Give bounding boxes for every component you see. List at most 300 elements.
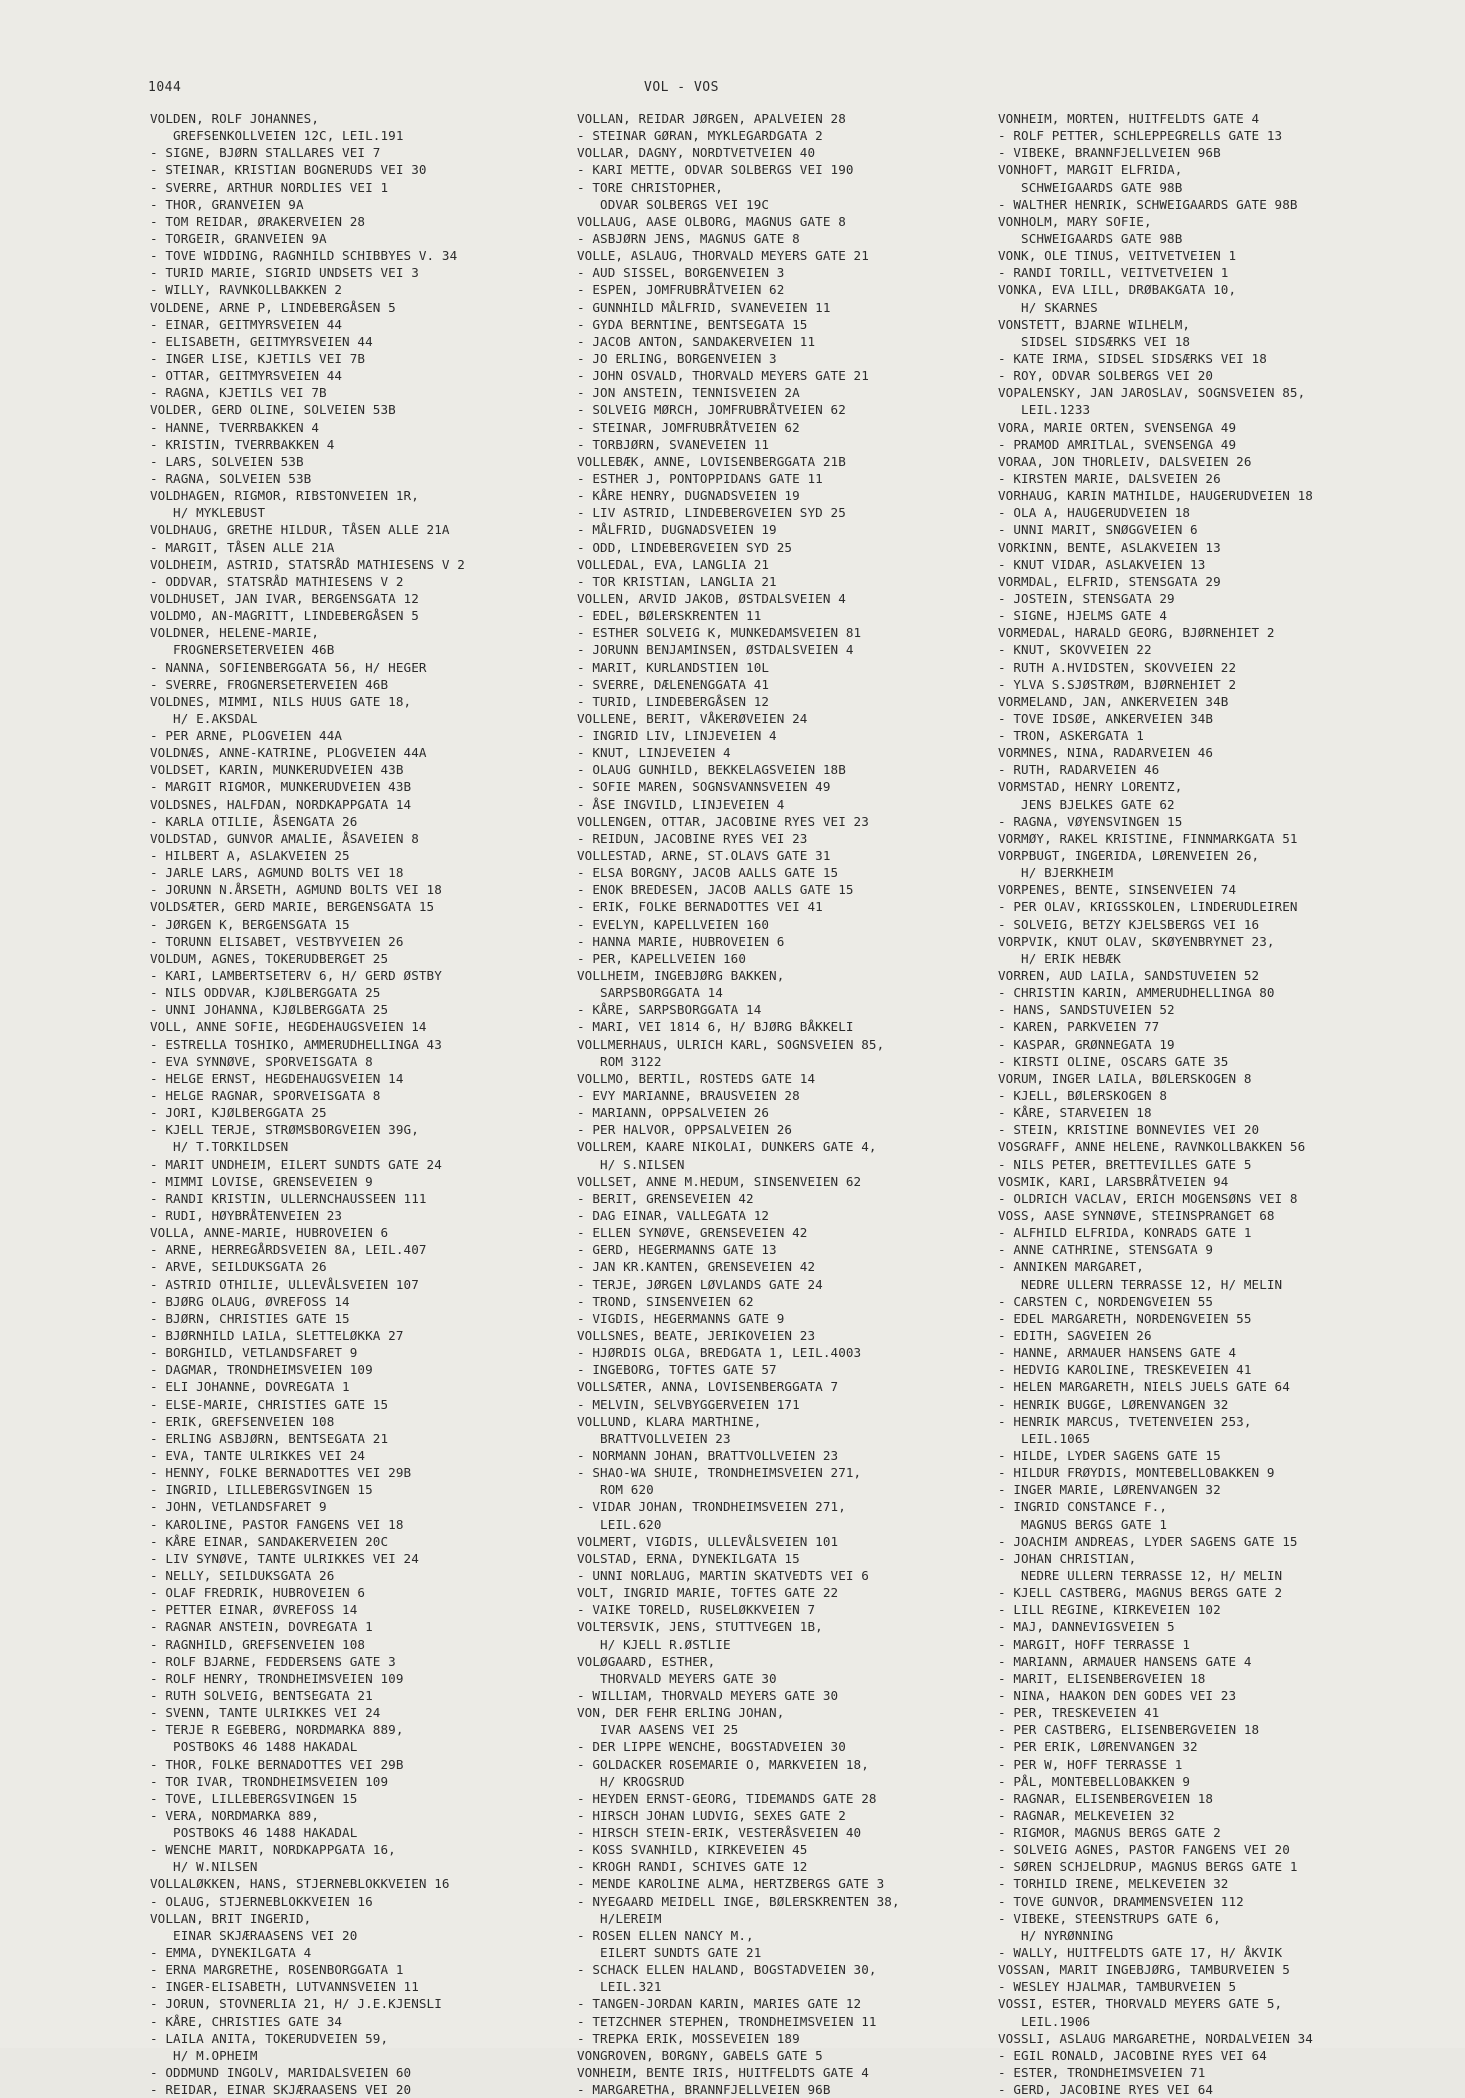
directory-entry-line: - TORGEIR, GRANVEIEN 9A [150,230,327,246]
directory-entry-line: - NINA, HAAKON DEN GODES VEI 23 [998,1687,1237,1703]
directory-entry-line: - PRAMOD AMRITLAL, SVENSENGA 49 [998,436,1237,452]
directory-entry-line: - CHRISTIN KARIN, AMMERUDHELLINGA 80 [998,985,1275,1001]
directory-entry-line: VORMELAND, JAN, ANKERVEIEN 34B [998,693,1229,709]
directory-entry-line: - TRON, ASKERGATA 1 [998,728,1144,744]
directory-entry-line: - INGEBORG, TOFTES GATE 57 [577,1362,777,1378]
directory-entry-line: - GUNNHILD MÅLFRID, SVANEVEIEN 11 [577,299,831,315]
directory-entry-line: - PER, TRESKEVEIEN 41 [998,1705,1160,1721]
directory-entry-line: VOLLENGEN, OTTAR, JACOBINE RYES VEI 23 [577,813,869,829]
directory-entry-line: - NANNA, SOFIENBERGGATA 56, H/ HEGER [150,659,427,675]
directory-entry-line: - REIDUN, JACOBINE RYES VEI 23 [577,830,808,846]
directory-entry-line: - PETTER EINAR, ØVREFOSS 14 [150,1602,358,1618]
directory-entry-line: JENS BJELKES GATE 62 [998,796,1175,812]
directory-entry-line: LEIL.620 [577,1516,662,1532]
directory-entry-line: - HANNE, TVERRBAKKEN 4 [150,419,320,435]
directory-entry-line: - HENRIK MARCUS, TVETENVEIEN 253, [998,1413,1252,1429]
directory-entry-line: H/ S.NILSEN [577,1156,685,1172]
directory-entry-line: - KRISTIN, TVERRBAKKEN 4 [150,436,335,452]
directory-entry-line: - ELSE-MARIE, CHRISTIES GATE 15 [150,1396,389,1412]
directory-entry-line: - INGER-ELISABETH, LUTVANNSVEIEN 11 [150,1979,419,1995]
directory-entry-line: - HIRSCH STEIN-ERIK, VESTERÅSVEIEN 40 [577,1825,862,1841]
directory-entry-line: H/ NYRØNNING [998,1927,1114,1943]
directory-entry-line: VORPVIK, KNUT OLAV, SKØYENBRYNET 23, [998,933,1275,949]
directory-column-1 [150,110,560,2098]
directory-entry-line: NEDRE ULLERN TERRASSE 12, H/ MELIN [998,1276,1283,1292]
directory-entry-line: - BJØRNHILD LAILA, SLETTELØKKA 27 [150,1327,404,1343]
directory-entry-line: - EINAR, GEITMYRSVEIEN 44 [150,316,343,332]
directory-entry-line: - RAGNA, VØYENSVINGEN 15 [998,813,1183,829]
directory-entry-line: - WALTHER HENRIK, SCHWEIGAARDS GATE 98B [998,196,1298,212]
directory-entry-line: - GOLDACKER ROSEMARIE O, MARKVEIEN 18, [577,1756,869,1772]
directory-entry-line: VOLDSTAD, GUNVOR AMALIE, ÅSAVEIEN 8 [150,830,419,846]
directory-entry-line: - OLAUG, STJERNEBLOKKVEIEN 16 [150,1893,373,1909]
directory-entry-line: - BERIT, GRENSEVEIEN 42 [577,1190,754,1206]
directory-entry-line: - CARSTEN C, NORDENGVEIEN 55 [998,1293,1214,1309]
directory-entry-line: VORKINN, BENTE, ASLAKVEIEN 13 [998,539,1221,555]
directory-entry-line: - ERIK, GREFSENVEIEN 108 [150,1413,335,1429]
directory-entry-line: VOLLAN, BRIT INGERID, [150,1910,312,1926]
directory-entry-line: - SØREN SCHJELDRUP, MAGNUS BERGS GATE 1 [998,1859,1298,1875]
directory-entry-line: - SHAO-WA SHUIE, TRONDHEIMSVEIEN 271, [577,1465,862,1481]
directory-entry-line: - ERNA MARGRETHE, ROSENBORGGATA 1 [150,1962,404,1978]
directory-entry-line: - SIGNE, BJØRN STALLARES VEI 7 [150,145,381,161]
directory-entry-line: - ANNE CATHRINE, STENSGATA 9 [998,1242,1214,1258]
directory-entry-line: - ARVE, SEILDUKSGATA 26 [150,1259,327,1275]
directory-entry-line: - LIV ASTRID, LINDEBERGVEIEN SYD 25 [577,505,846,521]
directory-entry-line: - KNUT VIDAR, ASLAKVEIEN 13 [998,556,1206,572]
directory-entry-line: LEIL.321 [577,1979,662,1995]
directory-entry-line: - VIBEKE, BRANNFJELLVEIEN 96B [998,145,1221,161]
directory-entry-line: - EDEL, BØLERSKRENTEN 11 [577,608,762,624]
directory-entry-line: LEIL.1065 [998,1430,1091,1446]
directory-entry-line: - TURID MARIE, SIGRID UNDSETS VEI 3 [150,265,419,281]
directory-entry-line: VOLLESTAD, ARNE, ST.OLAVS GATE 31 [577,848,831,864]
directory-entry-line: - RAGNAR, ELISENBERGVEIEN 18 [998,1790,1214,1806]
directory-entry-line: - MARGIT, TÅSEN ALLE 21A [150,539,335,555]
directory-entry-line: - ANNIKEN MARGARET, [998,1259,1144,1275]
directory-entry-line: - PER W, HOFF TERRASSE 1 [998,1756,1183,1772]
directory-entry-line: - WESLEY HJALMAR, TAMBURVEIEN 5 [998,1979,1237,1995]
directory-entry-line: H/LEREIM [577,1910,662,1926]
directory-entry-line: VOLDSÆTER, GERD MARIE, BERGENSGATA 15 [150,899,435,915]
directory-entry-line: - BJØRG OLAUG, ØVREFOSS 14 [150,1293,350,1309]
directory-entry-line: VONGROVEN, BORGNY, GABELS GATE 5 [577,2047,823,2063]
directory-entry-line: - KJELL TERJE, STRØMSBORGVEIEN 39G, [150,1122,419,1138]
directory-entry-line: VONK, OLE TINUS, VEITVETVEIEN 1 [998,248,1237,264]
directory-entry-line: - ASBJØRN JENS, MAGNUS GATE 8 [577,230,800,246]
directory-entry-line: SCHWEIGAARDS GATE 98B [998,179,1183,195]
directory-entry-line: ODVAR SOLBERGS VEI 19C [577,196,770,212]
directory-entry-line: VOLLSNES, BEATE, JERIKOVEIEN 23 [577,1327,816,1343]
directory-entry-line: - MARIT, KURLANDSTIEN 10L [577,659,770,675]
directory-entry-line: - MAJ, DANNEVIGSVEIEN 5 [998,1619,1175,1635]
directory-entry-line: VOLLHEIM, INGEBJØRG BAKKEN, [577,968,785,984]
directory-entry-line: - MARGARETHA, BRANNFJELLVEIEN 96B [577,2082,831,2098]
directory-entry-line: - RIGMOR, MAGNUS BERGS GATE 2 [998,1825,1221,1841]
directory-entry-line: - LIV SYNØVE, TANTE ULRIKKES VEI 24 [150,1550,419,1566]
directory-entry-line: VOLLALØKKEN, HANS, STJERNEBLOKKVEIEN 16 [150,1876,450,1892]
directory-entry-line: EINAR SKJÆRAASENS VEI 20 [150,1927,358,1943]
directory-entry-line: - KJELL, BØLERSKOGEN 8 [998,1088,1168,1104]
directory-entry-line: VORPENES, BENTE, SINSENVEIEN 74 [998,882,1237,898]
directory-entry-line: - ROLF HENRY, TRONDHEIMSVEIEN 109 [150,1670,404,1686]
directory-entry-line: - NORMANN JOHAN, BRATTVOLLVEIEN 23 [577,1447,839,1463]
directory-entry-line: - MENDE KAROLINE ALMA, HERTZBERGS GATE 3 [577,1876,885,1892]
directory-entry-line: VOLL, ANNE SOFIE, HEGDEHAUGSVEIEN 14 [150,1019,427,1035]
directory-entry-line: - TURID, LINDEBERGÅSEN 12 [577,693,770,709]
directory-entry-line: - VAIKE TORELD, RUSELØKKVEIEN 7 [577,1602,816,1618]
directory-entry-line: VORA, MARIE ORTEN, SVENSENGA 49 [998,419,1237,435]
directory-entry-line: - RANDI TORILL, VEITVETVEIEN 1 [998,265,1229,281]
directory-entry-line: - TREPKA ERIK, MOSSEVEIEN 189 [577,2030,800,2046]
directory-entry-line: VORMØY, RAKEL KRISTINE, FINNMARKGATA 51 [998,830,1298,846]
directory-entry-line: VORPBUGT, INGERIDA, LØRENVEIEN 26, [998,848,1260,864]
directory-entry-line: - ELISABETH, GEITMYRSVEIEN 44 [150,333,373,349]
directory-entry-line: VOLDSNES, HALFDAN, NORDKAPPGATA 14 [150,796,412,812]
directory-entry-line: - HILDUR FRØYDIS, MONTEBELLOBAKKEN 9 [998,1465,1275,1481]
directory-entry-line: - TOVE IDSØE, ANKERVEIEN 34B [998,710,1214,726]
directory-entry-line: POSTBOKS 46 1488 HAKADAL [150,1825,358,1841]
directory-entry-line: VORMDAL, ELFRID, STENSGATA 29 [998,573,1221,589]
directory-entry-line: - HEDVIG KAROLINE, TRESKEVEIEN 41 [998,1362,1252,1378]
directory-entry-line: - EVY MARIANNE, BRAUSVEIEN 28 [577,1088,800,1104]
directory-entry-line: - KARLA OTILIE, ÅSENGATA 26 [150,813,358,829]
directory-entry-line: SIDSEL SIDSÆRKS VEI 18 [998,333,1191,349]
directory-entry-line: - KÅRE EINAR, SANDAKERVEIEN 20C [150,1533,389,1549]
directory-entry-line: VOLLMERHAUS, ULRICH KARL, SOGNSVEIEN 85, [577,1036,885,1052]
directory-entry-line: VOLLAUG, AASE OLBORG, MAGNUS GATE 8 [577,213,846,229]
directory-entry-line: H/ M.OPHEIM [150,2047,258,2063]
directory-entry-line: - KÅRE, CHRISTIES GATE 34 [150,2013,343,2029]
directory-entry-line: - NELLY, SEILDUKSGATA 26 [150,1567,335,1583]
directory-entry-line: VOLLAR, DAGNY, NORDTVETVEIEN 40 [577,145,816,161]
directory-entry-line: VORMEDAL, HARALD GEORG, BJØRNEHIET 2 [998,625,1275,641]
directory-entry-line: - SOFIE MAREN, SOGNSVANNSVEIEN 49 [577,779,831,795]
directory-entry-line: - RAGNAR, MELKEVEIEN 32 [998,1807,1175,1823]
directory-entry-line: - JORUNN BENJAMINSEN, ØSTDALSVEIEN 4 [577,642,854,658]
directory-entry-line: - YLVA S.SJØSTRØM, BJØRNEHIET 2 [998,676,1237,692]
directory-entry-line: - DAG EINAR, VALLEGATA 12 [577,1208,770,1223]
directory-entry-line: VOLDHUSET, JAN IVAR, BERGENSGATA 12 [150,590,419,606]
directory-entry-line: - GYDA BERNTINE, BENTSEGATA 15 [577,316,808,332]
directory-entry-line: - JORI, KJØLBERGGATA 25 [150,1105,327,1121]
directory-entry-line: - JON ANSTEIN, TENNISVEIEN 2A [577,385,800,401]
directory-entry-line: - INGRID, LILLEBERGSVINGEN 15 [150,1482,373,1498]
directory-entry-line: FROGNERSETERVEIEN 46B [150,642,335,658]
directory-entry-line: - RAGNA, KJETILS VEI 7B [150,385,327,401]
directory-entry-line: - SOLVEIG, BETZY KJELSBERGS VEI 16 [998,916,1260,932]
directory-entry-line: ROM 3122 [577,1053,662,1069]
directory-entry-line: - TORUNN ELISABET, VESTBYVEIEN 26 [150,933,404,949]
directory-entry-line: VONHEIM, MORTEN, HUITFELDTS GATE 4 [998,111,1260,126]
directory-entry-line: VOLLMO, BERTIL, ROSTEDS GATE 14 [577,1070,816,1086]
directory-entry-line: - SVENN, TANTE ULRIKKES VEI 24 [150,1705,381,1721]
directory-entry-line: VOLØGAARD, ESTHER, [577,1653,716,1669]
directory-entry-line: - EDEL MARGARETH, NORDENGVEIEN 55 [998,1310,1252,1326]
directory-entry-line: - HENRIK BUGGE, LØRENVANGEN 32 [998,1396,1229,1412]
directory-entry-line: - ESTER, TRONDHEIMSVEIEN 71 [998,2065,1206,2081]
directory-entry-line: - MÅLFRID, DUGNADSVEIEN 19 [577,522,777,538]
directory-entry-line: - TETZCHNER STEPHEN, TRONDHEIMSVEIEN 11 [577,2013,877,2029]
directory-entry-line: H/ T.TORKILDSEN [150,1139,289,1155]
directory-entry-line: VORUM, INGER LAILA, BØLERSKOGEN 8 [998,1070,1252,1086]
directory-entry-line: - KARI, LAMBERTSETERV 6, H/ GERD ØSTBY [150,968,442,984]
directory-entry-line: VOLMERT, VIGDIS, ULLEVÅLSVEIEN 101 [577,1533,839,1549]
directory-entry-line: - ÅSE INGVILD, LINJEVEIEN 4 [577,796,785,812]
directory-entry-line: VOLDHEIM, ASTRID, STATSRÅD MATHIESENS V 2 [150,556,465,572]
directory-entry-line: - TOR IVAR, TRONDHEIMSVEIEN 109 [150,1773,389,1789]
directory-entry-line: - KÅRE HENRY, DUGNADSVEIEN 19 [577,488,800,504]
directory-entry-line: - OLDRICH VACLAV, ERICH MOGENSØNS VEI 8 [998,1190,1298,1206]
directory-entry-line: - STEINAR GØRAN, MYKLEGARDGATA 2 [577,128,823,144]
directory-entry-line: - PER HALVOR, OPPSALVEIEN 26 [577,1122,793,1138]
directory-entry-line: VOLDENE, ARNE P, LINDEBERGÅSEN 5 [150,299,396,315]
directory-entry-line: - ODD, LINDEBERGVEIEN SYD 25 [577,539,793,555]
directory-entry-line: VOLDNÆS, ANNE-KATRINE, PLOGVEIEN 44A [150,745,427,761]
directory-entry-line: - KNUT, SKOVVEIEN 22 [998,642,1152,658]
directory-entry-line: - LARS, SOLVEIEN 53B [150,453,304,469]
directory-entry-line: VOLDHAGEN, RIGMOR, RIBSTONVEIEN 1R, [150,488,419,504]
directory-entry-line: - ELLEN SYNØVE, GRENSEVEIEN 42 [577,1225,808,1241]
directory-entry-line: - ROLF PETTER, SCHLEPPEGRELLS GATE 13 [998,128,1283,144]
directory-entry-line: VOLLEBÆK, ANNE, LOVISENBERGGATA 21B [577,453,846,469]
directory-entry-line: VOSS, AASE SYNNØVE, STEINSPRANGET 68 [998,1208,1275,1223]
directory-entry-line: - HIRSCH JOHAN LUDVIG, SEXES GATE 2 [577,1807,846,1823]
running-head: VOL - VOS [644,80,719,95]
directory-entry-line: - INGRID LIV, LINJEVEIEN 4 [577,728,777,744]
directory-entry-line: - JOHAN CHRISTIAN, [998,1550,1137,1566]
directory-entry-line: VOLTERSVIK, JENS, STUTTVEGEN 1B, [577,1619,823,1635]
directory-entry-line: - TROND, SINSENVEIEN 62 [577,1293,754,1309]
directory-entry-line: H/ W.NILSEN [150,1859,258,1875]
directory-entry-line: - SIGNE, HJELMS GATE 4 [998,608,1168,624]
directory-entry-line: - OLAF FREDRIK, HUBROVEIEN 6 [150,1585,366,1601]
directory-entry-line: VOLLREM, KAARE NIKOLAI, DUNKERS GATE 4, [577,1139,877,1155]
directory-entry-line: - HILBERT A, ASLAKVEIEN 25 [150,848,350,864]
directory-entry-line: VOLSTAD, ERNA, DYNEKILGATA 15 [577,1550,800,1566]
directory-entry-line: - JOSTEIN, STENSGATA 29 [998,590,1175,606]
directory-entry-line: - SOLVEIG MØRCH, JOMFRUBRÅTVEIEN 62 [577,402,846,418]
directory-entry-line: VONHEIM, BENTE IRIS, HUITFELDTS GATE 4 [577,2065,869,2081]
directory-entry-line: - ROY, ODVAR SOLBERGS VEI 20 [998,368,1214,384]
directory-entry-line: - MELVIN, SELVBYGGERVEIEN 171 [577,1396,800,1412]
directory-entry-line: - ASTRID OTHILIE, ULLEVÅLSVEIEN 107 [150,1276,419,1292]
directory-entry-line: - SVERRE, FROGNERSETERVEIEN 46B [150,676,389,692]
directory-entry-line: - EVA SYNNØVE, SPORVEISGATA 8 [150,1053,373,1069]
directory-entry-line: - KÅRE, STARVEIEN 18 [998,1105,1152,1121]
directory-entry-line: - HJØRDIS OLGA, BREDGATA 1, LEIL.4003 [577,1345,862,1361]
directory-entry-line: - TOVE GUNVOR, DRAMMENSVEIEN 112 [998,1893,1244,1909]
directory-entry-line: - SVERRE, DÆLENENGGATA 41 [577,676,770,692]
directory-entry-line: - MIMMI LOVISE, GRENSEVEIEN 9 [150,1173,373,1189]
directory-entry-line: - MARIT, ELISENBERGVEIEN 18 [998,1670,1206,1686]
directory-entry-line: VORREN, AUD LAILA, SANDSTUVEIEN 52 [998,968,1260,984]
directory-entry-line: - KAREN, PARKVEIEN 77 [998,1019,1160,1035]
directory-entry-line: - UNNI MARIT, SNØGGVEIEN 6 [998,522,1198,538]
directory-entry-line: H/ ERIK HEBÆK [998,950,1121,966]
directory-entry-line: - HENNY, FOLKE BERNADOTTES VEI 29B [150,1465,412,1481]
directory-entry-line: VOPALENSKY, JAN JAROSLAV, SOGNSVEIEN 85, [998,385,1306,401]
directory-entry-line: - ELSA BORGNY, JACOB AALLS GATE 15 [577,865,839,881]
directory-entry-line: VOLDNER, HELENE-MARIE, [150,625,320,641]
directory-entry-line: H/ BJERKHEIM [998,865,1114,881]
directory-entry-line: NEDRE ULLERN TERRASSE 12, H/ MELIN [998,1567,1283,1583]
directory-entry-line: - PER ERIK, LØRENVANGEN 32 [998,1739,1198,1755]
directory-entry-line: - OLA A, HAUGERUDVEIEN 18 [998,505,1191,521]
directory-entry-line: VOLLSÆTER, ANNA, LOVISENBERGGATA 7 [577,1379,839,1395]
directory-entry-line: - TOR KRISTIAN, LANGLIA 21 [577,573,777,589]
directory-entry-line: VOLDMO, AN-MAGRITT, LINDEBERGÅSEN 5 [150,608,419,624]
directory-entry-line: - KÅRE, SARPSBORGGATA 14 [577,1002,762,1018]
directory-entry-line: - KJELL CASTBERG, MAGNUS BERGS GATE 2 [998,1585,1283,1601]
directory-entry-line: VOSSAN, MARIT INGEBJØRG, TAMBURVEIEN 5 [998,1962,1290,1978]
directory-entry-line: - HELGE RAGNAR, SPORVEISGATA 8 [150,1088,381,1104]
directory-entry-line: - HANS, SANDSTUVEIEN 52 [998,1002,1175,1018]
directory-entry-line: - TORE CHRISTOPHER, [577,179,723,195]
directory-entry-line: VONHOLM, MARY SOFIE, [998,213,1152,229]
directory-entry-line: VOSMIK, KARI, LARSBRÅTVEIEN 94 [998,1173,1229,1189]
directory-entry-line: VOLLEN, ARVID JAKOB, ØSTDALSVEIEN 4 [577,590,846,606]
directory-entry-line: - KATE IRMA, SIDSEL SIDSÆRKS VEI 18 [998,350,1267,366]
directory-entry-line: - JOHN, VETLANDSFARET 9 [150,1499,327,1515]
directory-entry-line: - ARNE, HERREGÅRDSVEIEN 8A, LEIL.407 [150,1242,427,1258]
directory-entry-line: - KIRSTEN MARIE, DALSVEIEN 26 [998,470,1221,486]
directory-entry-line: - EVELYN, KAPELLVEIEN 160 [577,916,770,932]
directory-entry-line: - RAGNA, SOLVEIEN 53B [150,470,312,486]
directory-entry-line: VOLDER, GERD OLINE, SOLVEIEN 53B [150,402,396,418]
directory-entry-line: - ESTRELLA TOSHIKO, AMMERUDHELLINGA 43 [150,1036,442,1052]
directory-entry-line: - PÅL, MONTEBELLOBAKKEN 9 [998,1773,1191,1789]
directory-entry-line: - KOSS SVANHILD, KIRKEVEIEN 45 [577,1842,808,1858]
directory-entry-line: - OLAUG GUNHILD, BEKKELAGSVEIEN 18B [577,762,846,778]
directory-entry-line: - ESTHER J, PONTOPPIDANS GATE 11 [577,470,823,486]
directory-entry-line: - JARLE LARS, AGMUND BOLTS VEI 18 [150,865,404,881]
directory-entry-line: VOLLENE, BERIT, VÅKERØVEIEN 24 [577,710,808,726]
directory-entry-line: VOLDHAUG, GRETHE HILDUR, TÅSEN ALLE 21A [150,522,450,538]
directory-entry-line: SARPSBORGGATA 14 [577,985,723,1001]
directory-entry-line: - RUTH A.HVIDSTEN, SKOVVEIEN 22 [998,659,1237,675]
directory-entry-line: - MARGIT, HOFF TERRASSE 1 [998,1636,1191,1652]
directory-entry-line: - INGER LISE, KJETILS VEI 7B [150,350,366,366]
directory-entry-line: - INGER MARIE, LØRENVANGEN 32 [998,1482,1221,1498]
directory-entry-line: - BJØRN, CHRISTIES GATE 15 [150,1310,350,1326]
directory-entry-line: - TOVE, LILLEBERGSVINGEN 15 [150,1790,358,1806]
directory-entry-line: - PER CASTBERG, ELISENBERGVEIEN 18 [998,1722,1260,1738]
directory-entry-line: - VIDAR JOHAN, TRONDHEIMSVEIEN 271, [577,1499,846,1515]
directory-column-3 [998,110,1408,2098]
directory-column-2 [577,110,987,2098]
directory-entry-line: - KNUT, LINJEVEIEN 4 [577,745,731,761]
directory-entry-line: - LILL REGINE, KIRKEVEIEN 102 [998,1602,1221,1618]
directory-entry-line: - HELEN MARGARETH, NIELS JUELS GATE 64 [998,1379,1290,1395]
directory-entry-line: - REIDAR, EINAR SKJÆRAASENS VEI 20 [150,2082,412,2098]
page-number: 1044 [148,80,182,95]
directory-entry-line: - ROLF BJARNE, FEDDERSENS GATE 3 [150,1653,396,1669]
directory-entry-line: - KIRSTI OLINE, OSCARS GATE 35 [998,1053,1229,1069]
directory-entry-line: - JOACHIM ANDREAS, LYDER SAGENS GATE 15 [998,1533,1298,1549]
directory-entry-line: - TORBJØRN, SVANEVEIEN 11 [577,436,770,452]
directory-entry-line: H/ KROGSRUD [577,1773,685,1789]
directory-entry-line: - JAN KR.KANTEN, GRENSEVEIEN 42 [577,1259,816,1275]
directory-entry-line: - KAROLINE, PASTOR FANGENS VEI 18 [150,1516,404,1532]
directory-entry-line: GREFSENKOLLVEIEN 12C, LEIL.191 [150,128,404,144]
directory-entry-line: VOLLA, ANNE-MARIE, HUBROVEIEN 6 [150,1225,389,1241]
directory-entry-line: - STEIN, KRISTINE BONNEVIES VEI 20 [998,1122,1260,1138]
directory-entry-line: - RUTH, RADARVEIEN 46 [998,762,1160,778]
directory-entry-line: - VIBEKE, STEENSTRUPS GATE 6, [998,1910,1221,1926]
directory-entry-line: - AUD SISSEL, BORGENVEIEN 3 [577,265,785,281]
directory-entry-line: EILERT SUNDTS GATE 21 [577,1945,762,1961]
directory-entry-line: - THOR, FOLKE BERNADOTTES VEI 29B [150,1756,404,1772]
directory-entry-line: - JO ERLING, BORGENVEIEN 3 [577,350,777,366]
directory-entry-line: - GERD, HEGERMANNS GATE 13 [577,1242,777,1258]
directory-entry-line: VOLDUM, AGNES, TOKERUDBERGET 25 [150,950,389,966]
directory-entry-line: H/ MYKLEBUST [150,505,266,521]
directory-entry-line: - PER ARNE, PLOGVEIEN 44A [150,728,343,744]
directory-entry-line: - MARIANN, ARMAUER HANSENS GATE 4 [998,1653,1252,1669]
directory-entry-line: - INGRID CONSTANCE F., [998,1499,1168,1515]
directory-entry-line: VOLDNES, MIMMI, NILS HUUS GATE 18, [150,693,412,709]
directory-entry-line: VORHAUG, KARIN MATHILDE, HAUGERUDVEIEN 18 [998,488,1313,504]
directory-entry-line: - PER, KAPELLVEIEN 160 [577,950,747,966]
directory-entry-line: - HANNE, ARMAUER HANSENS GATE 4 [998,1345,1237,1361]
directory-entry-line: - WILLY, RAVNKOLLBAKKEN 2 [150,282,343,298]
directory-entry-line: - RUDI, HØYBRÅTENVEIEN 23 [150,1208,343,1223]
directory-entry-line: POSTBOKS 46 1488 HAKADAL [150,1739,358,1755]
directory-entry-line: - VIGDIS, HEGERMANNS GATE 9 [577,1310,785,1326]
directory-entry-line: - STEINAR, JOMFRUBRÅTVEIEN 62 [577,419,800,435]
directory-entry-line: - DER LIPPE WENCHE, BOGSTADVEIEN 30 [577,1739,846,1755]
directory-entry-line: VOLT, INGRID MARIE, TOFTES GATE 22 [577,1585,839,1601]
directory-entry-line: - LAILA ANITA, TOKERUDVEIEN 59, [150,2030,389,2046]
directory-entry-line: - JACOB ANTON, SANDAKERVEIEN 11 [577,333,816,349]
directory-entry-line: - BORGHILD, VETLANDSFARET 9 [150,1345,358,1361]
directory-entry-line: - UNNI NORLAUG, MARTIN SKATVEDTS VEI 6 [577,1567,869,1583]
directory-entry-line: - HANNA MARIE, HUBROVEIEN 6 [577,933,785,949]
directory-entry-line: - PER OLAV, KRIGSSKOLEN, LINDERUDLEIREN [998,899,1298,915]
directory-entry-line: VON, DER FEHR ERLING JOHAN, [577,1705,785,1721]
directory-entry-line: - ENOK BREDESEN, JACOB AALLS GATE 15 [577,882,854,898]
directory-entry-line: - RAGNAR ANSTEIN, DOVREGATA 1 [150,1619,373,1635]
directory-entry-line: H/ SKARNES [998,299,1098,315]
directory-entry-line: - SCHACK ELLEN HALAND, BOGSTADVEIEN 30, [577,1962,877,1978]
directory-entry-line: VOLDSET, KARIN, MUNKERUDVEIEN 43B [150,762,404,778]
directory-entry-line: - TOM REIDAR, ØRAKERVEIEN 28 [150,213,366,229]
directory-entry-line: - VERA, NORDMARKA 889, [150,1807,320,1823]
directory-entry-line: - MARGIT RIGMOR, MUNKERUDVEIEN 43B [150,779,412,795]
directory-entry-line: - OTTAR, GEITMYRSVEIEN 44 [150,368,343,384]
directory-entry-line: MAGNUS BERGS GATE 1 [998,1516,1168,1532]
directory-entry-line: - SOLVEIG AGNES, PASTOR FANGENS VEI 20 [998,1842,1290,1858]
directory-entry-line: - JORUNN N.ÅRSETH, AGMUND BOLTS VEI 18 [150,882,442,898]
directory-entry-line: - EDITH, SAGVEIEN 26 [998,1327,1152,1343]
directory-entry-line: - EMMA, DYNEKILGATA 4 [150,1945,312,1961]
directory-entry-line: - RUTH SOLVEIG, BENTSEGATA 21 [150,1687,373,1703]
directory-entry-line: VONSTETT, BJARNE WILHELM, [998,316,1191,332]
directory-entry-line: VOLLAN, REIDAR JØRGEN, APALVEIEN 28 [577,111,846,126]
directory-entry-line: SCHWEIGAARDS GATE 98B [998,230,1183,246]
directory-entry-line: - TERJE, JØRGEN LØVLANDS GATE 24 [577,1276,823,1292]
directory-entry-line: VONHOFT, MARGIT ELFRIDA, [998,162,1183,178]
directory-entry-line: - KASPAR, GRØNNEGATA 19 [998,1036,1175,1052]
directory-entry-line: - KROGH RANDI, SCHIVES GATE 12 [577,1859,808,1875]
directory-entry-line: - NILS ODDVAR, KJØLBERGGATA 25 [150,985,381,1001]
directory-entry-line: - TERJE R EGEBERG, NORDMARKA 889, [150,1722,404,1738]
directory-entry-line: VORAA, JON THORLEIV, DALSVEIEN 26 [998,453,1252,469]
directory-entry-line: - ODDMUND INGOLV, MARIDALSVEIEN 60 [150,2065,412,2081]
directory-entry-line: - WILLIAM, THORVALD MEYERS GATE 30 [577,1687,839,1703]
directory-entry-line: - UNNI JOHANNA, KJØLBERGGATA 25 [150,1002,389,1018]
